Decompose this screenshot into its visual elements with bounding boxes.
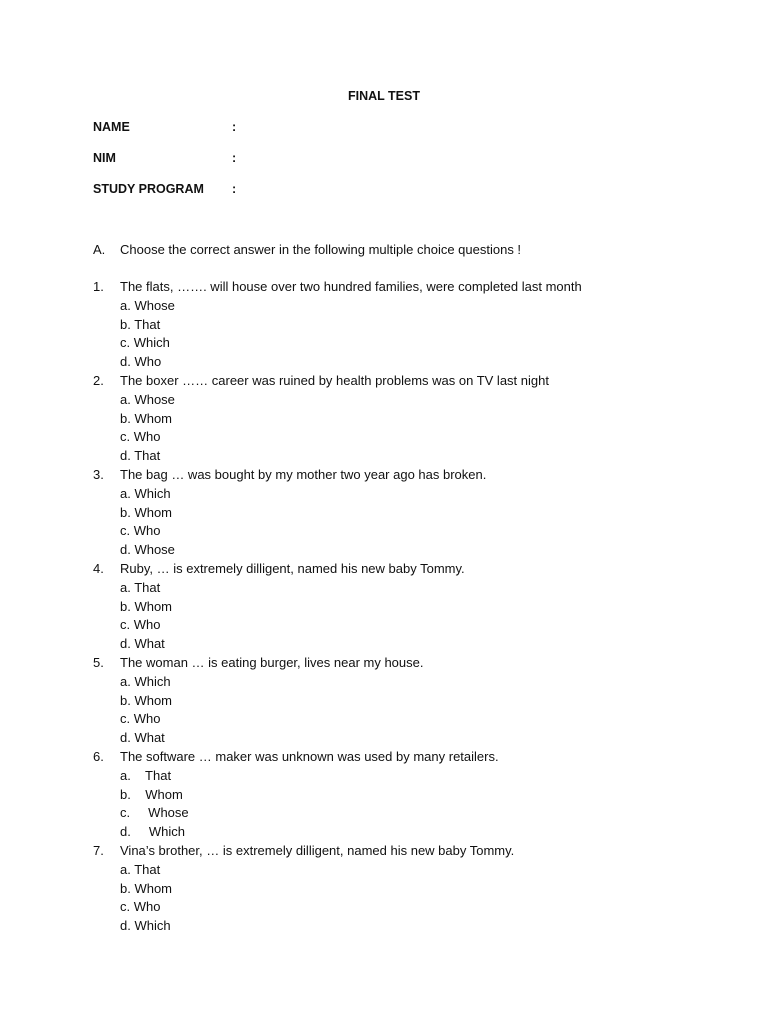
answer-option: c. Who [120, 523, 161, 539]
question-item [93, 842, 713, 936]
field-colon: : [232, 182, 237, 196]
answer-option: a. Which [120, 673, 171, 689]
option-list [93, 485, 713, 560]
field-name [93, 118, 236, 137]
question-text: The bag … was bought by my mother two year ago has broken. [120, 466, 487, 482]
answer-option: b. That [120, 316, 161, 332]
question-text: Vina’s brother, … is extremely dilligent, named his new baby Tommy. [120, 842, 515, 858]
question-number: 2. [93, 372, 104, 388]
answer-option: c. Whose [120, 805, 189, 821]
answer-option: a. That [120, 861, 161, 877]
answer-option: c. Who [120, 429, 161, 445]
field-label: NAME [93, 120, 130, 134]
answer-option: a. Whose [120, 297, 175, 313]
instruction-text: Choose the correct answer in the following multiple choice questions ! [120, 242, 522, 257]
answer-option: b. Whom [120, 504, 173, 520]
question-line [93, 466, 713, 485]
field-colon: : [232, 120, 237, 134]
question-line [93, 372, 713, 391]
question-text: The software … maker was unknown was used by many retailers. [120, 748, 499, 764]
option-list [93, 391, 713, 466]
question-number: 5. [93, 654, 104, 670]
answer-option: a. Which [120, 485, 171, 501]
answer-option: b. Whom [120, 410, 173, 426]
answer-option: b. Whom [120, 598, 173, 614]
question-item [93, 560, 713, 654]
answer-option: c. Who [120, 617, 161, 633]
question-list [93, 278, 713, 936]
section-instruction [93, 241, 693, 260]
answer-option: c. Who [120, 711, 161, 727]
question-number: 3. [93, 466, 104, 482]
question-line [93, 560, 713, 579]
answer-option: b. Whom [120, 786, 183, 802]
field-label: STUDY PROGRAM [93, 182, 204, 196]
question-number: 4. [93, 560, 104, 576]
option-list [93, 767, 713, 842]
option-list [93, 673, 713, 748]
field-colon: : [232, 151, 237, 165]
answer-option: d. That [120, 448, 161, 464]
section-letter: A. [93, 242, 106, 257]
answer-option: d. What [120, 636, 165, 652]
option-list [93, 861, 713, 936]
question-number: 7. [93, 842, 104, 858]
answer-option: d. What [120, 730, 165, 746]
question-text: The woman … is eating burger, lives near my house. [120, 654, 424, 670]
question-item [93, 748, 713, 842]
answer-option: a. That [120, 767, 172, 783]
question-item [93, 278, 713, 372]
question-item [93, 654, 713, 748]
answer-option: d. Which [120, 824, 186, 840]
question-line [93, 748, 713, 767]
question-item [93, 372, 713, 466]
question-item [93, 466, 713, 560]
answer-option: a. That [120, 579, 161, 595]
option-list [93, 297, 713, 372]
field-label: NIM [93, 151, 116, 165]
answer-option: c. Which [120, 335, 170, 351]
question-line [93, 654, 713, 673]
answer-option: b. Whom [120, 880, 173, 896]
question-number: 6. [93, 748, 104, 764]
answer-option: a. Whose [120, 391, 175, 407]
page-title: FINAL TEST [348, 89, 420, 103]
answer-option: d. Who [120, 354, 162, 370]
answer-option: d. Whose [120, 542, 175, 558]
field-study-program [93, 180, 236, 199]
question-text: The flats, ……. will house over two hundred families, were completed last month [120, 279, 582, 294]
question-text: Ruby, … is extremely dilligent, named his new baby Tommy. [120, 560, 465, 576]
answer-option: d. Which [120, 918, 171, 934]
option-list [93, 579, 713, 654]
answer-option: c. Who [120, 899, 161, 915]
question-text: The boxer …… career was ruined by health problems was on TV last night [120, 372, 549, 388]
answer-option: b. Whom [120, 692, 173, 708]
field-nim [93, 149, 236, 168]
question-line [93, 278, 713, 297]
question-line [93, 842, 713, 861]
question-number: 1. [93, 279, 104, 294]
